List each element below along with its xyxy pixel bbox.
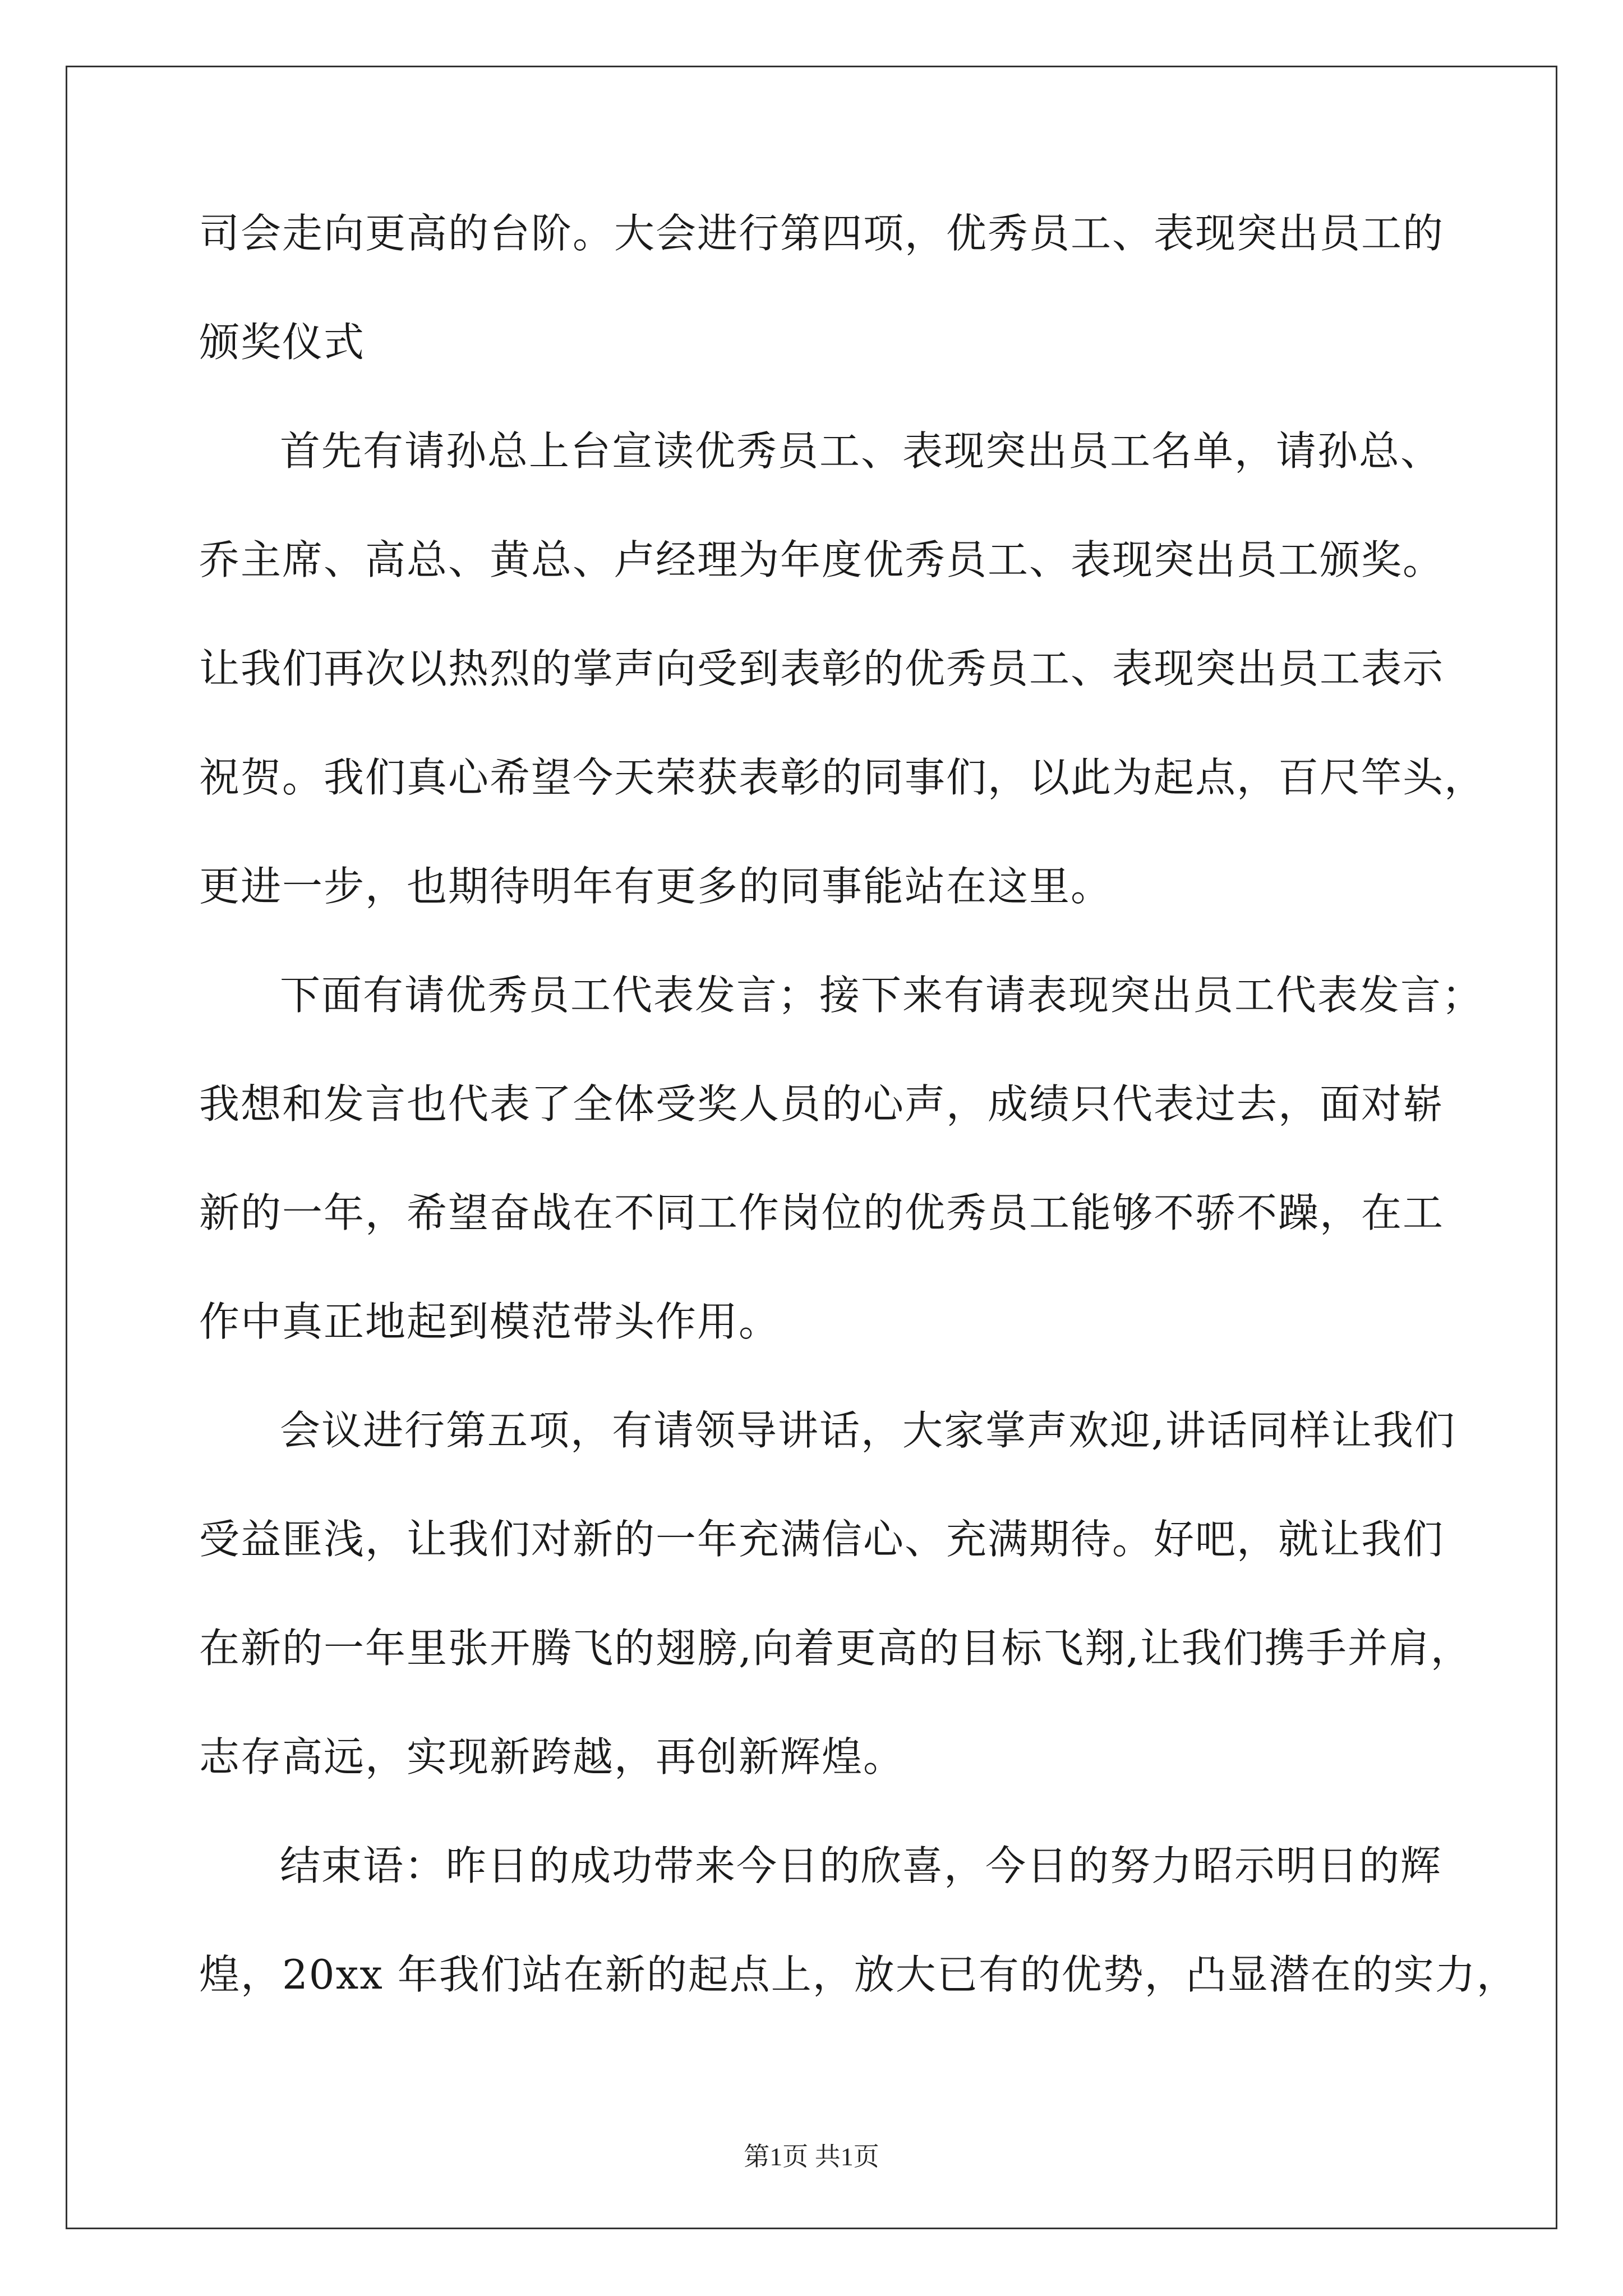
paragraph-start-line: 会议进行第五项，有请领导讲话，大家掌声欢迎,讲话同样让我们 bbox=[280, 1407, 1456, 1454]
paragraph-start-line: 下面有请优秀员工代表发言；接下来有请表现突出员工代表发言； bbox=[280, 972, 1484, 1019]
text-line: 在新的一年里张开腾飞的翅膀,向着更高的目标飞翔,让我们携手并肩， bbox=[199, 1625, 1472, 1672]
text-line: 祝贺。我们真心希望今天荣获表彰的同事们，以此为起点，百尺竿头， bbox=[199, 754, 1486, 801]
text-line: 司会走向更高的台阶。大会进行第四项，优秀员工、表现突出员工的 bbox=[199, 210, 1445, 257]
text-line: 新的一年，希望奋战在不同工作岗位的优秀员工能够不骄不躁，在工 bbox=[199, 1189, 1445, 1236]
paragraph-start-line: 首先有请孙总上台宣读优秀员工、表现突出员工名单，请孙总、 bbox=[280, 427, 1442, 475]
text-line: 乔主席、高总、黄总、卢经理为年度优秀员工、表现突出员工颁奖。 bbox=[199, 536, 1445, 583]
text-line: 颁奖仪式 bbox=[199, 319, 366, 366]
page-border bbox=[66, 66, 1557, 2229]
text-line: 作中真正地起到模范带头作用。 bbox=[199, 1298, 781, 1345]
paragraph-start-line: 结束语：昨日的成功带来今日的欣喜，今日的努力昭示明日的辉 bbox=[280, 1842, 1442, 1889]
text-line: 我想和发言也代表了全体受奖人员的心声，成绩只代表过去，面对崭 bbox=[199, 1080, 1445, 1128]
page-footer: 第1页 共1页 bbox=[744, 2142, 879, 2171]
text-line: 让我们再次以热烈的掌声向受到表彰的优秀员工、表现突出员工表示 bbox=[199, 645, 1445, 692]
text-line: 更进一步，也期待明年有更多的同事能站在这里。 bbox=[199, 863, 1113, 910]
text-line: 志存高远，实现新跨越，再创新辉煌。 bbox=[199, 1733, 905, 1780]
text-line: 受益匪浅，让我们对新的一年充满信心、充满期待。好吧，就让我们 bbox=[199, 1516, 1445, 1563]
text-line: 煌，20xx 年我们站在新的起点上，放大已有的优势，凸显潜在的实力， bbox=[199, 1951, 1518, 1998]
